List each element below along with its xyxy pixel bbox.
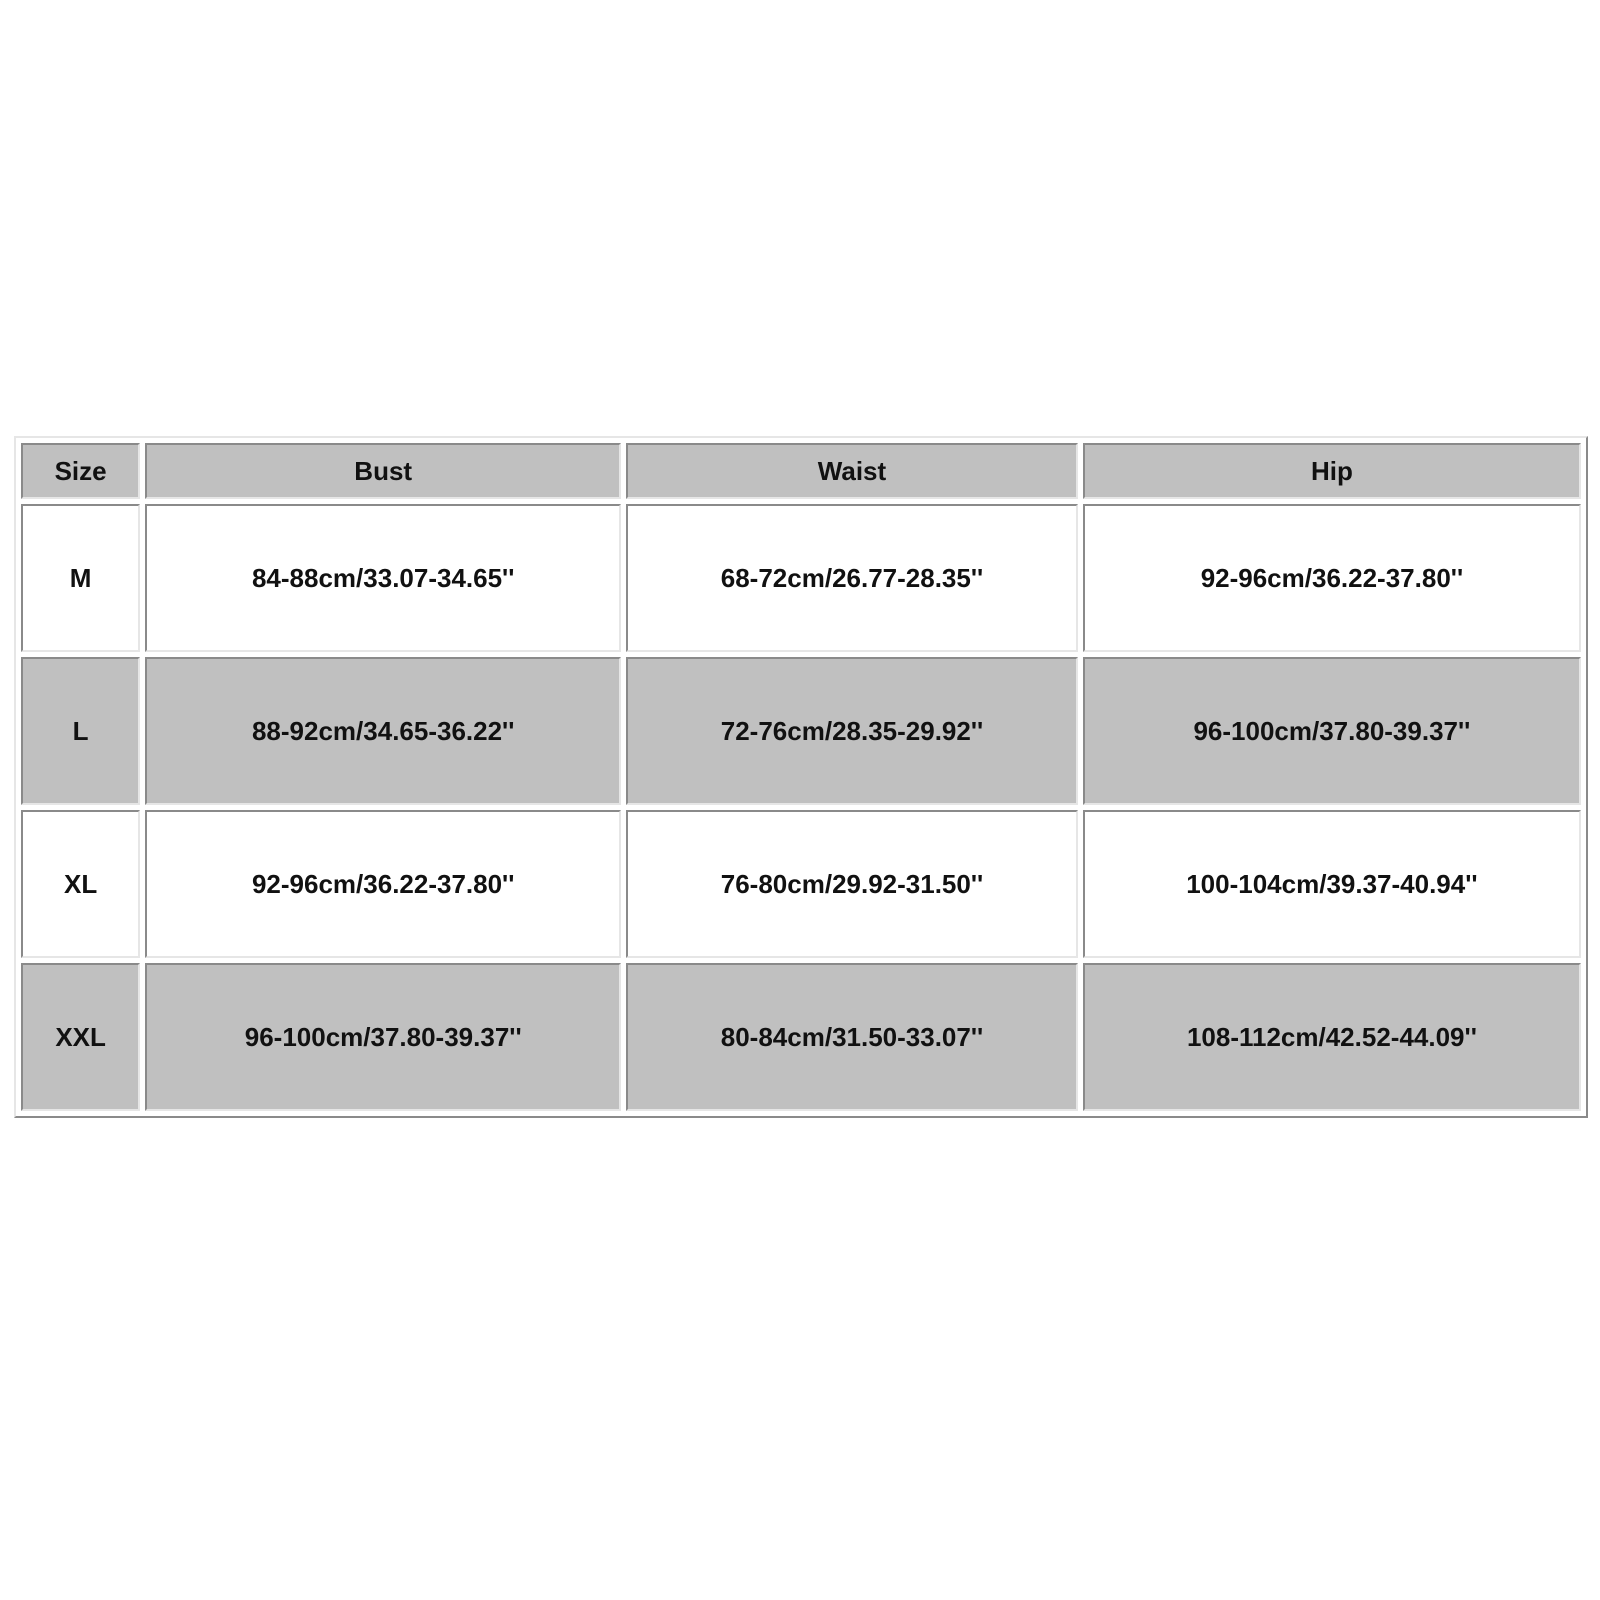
header-row [21,443,1581,499]
size-chart-table [14,436,1588,1118]
table-row [21,657,1581,805]
header-size: Size [21,443,140,499]
bust-cell: 92-96cm/36.22-37.80'' [145,810,621,958]
hip-cell: 96-100cm/37.80-39.37'' [1083,657,1581,805]
bust-cell: 88-92cm/34.65-36.22'' [145,657,621,805]
table-row [21,810,1581,958]
size-cell: L [21,657,140,805]
header-hip: Hip [1083,443,1581,499]
waist-cell: 80-84cm/31.50-33.07'' [626,963,1078,1111]
waist-cell: 76-80cm/29.92-31.50'' [626,810,1078,958]
table-row [21,504,1581,652]
waist-cell: 68-72cm/26.77-28.35'' [626,504,1078,652]
header-waist: Waist [626,443,1078,499]
size-cell: M [21,504,140,652]
hip-cell: 100-104cm/39.37-40.94'' [1083,810,1581,958]
table-row [21,963,1581,1111]
size-cell: XL [21,810,140,958]
bust-cell: 84-88cm/33.07-34.65'' [145,504,621,652]
waist-cell: 72-76cm/28.35-29.92'' [626,657,1078,805]
size-cell: XXL [21,963,140,1111]
header-bust: Bust [145,443,621,499]
bust-cell: 96-100cm/37.80-39.37'' [145,963,621,1111]
hip-cell: 92-96cm/36.22-37.80'' [1083,504,1581,652]
hip-cell: 108-112cm/42.52-44.09'' [1083,963,1581,1111]
